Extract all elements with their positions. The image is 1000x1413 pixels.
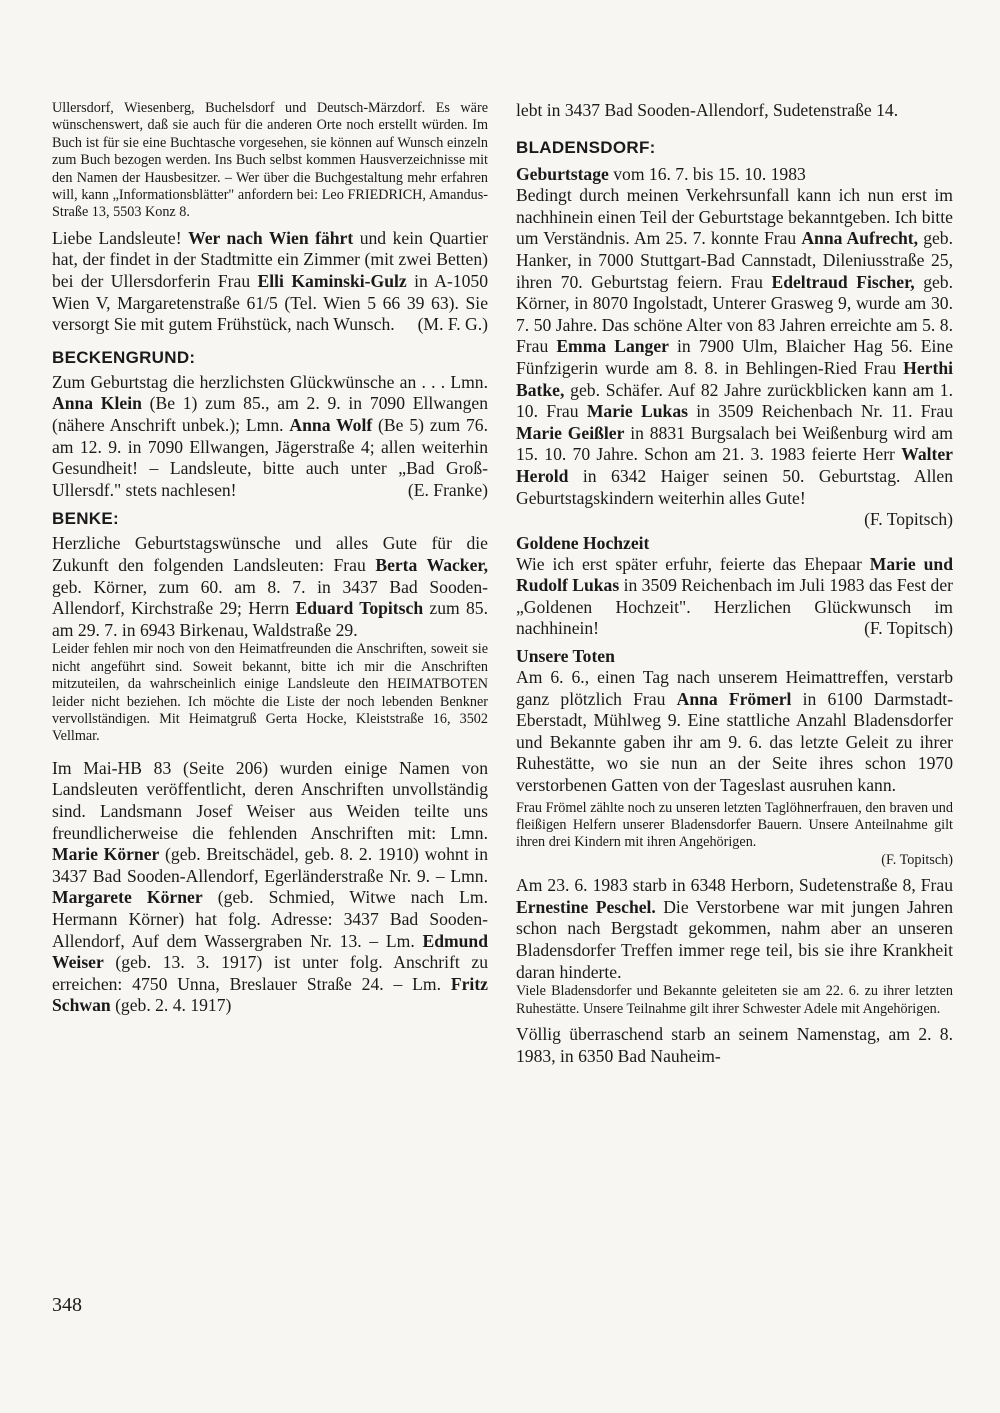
beckengrund-paragraph [52, 372, 488, 502]
bold-name: Anna Wolf [289, 415, 373, 435]
text: in 8831 Burgsalach bei Weißenburg wird am 15. 10. 70 Jahre. Schon am 21. 3. 1983 feierte Herr [516, 422, 953, 465]
text: Zum Geburtstag die herzlichsten Glückwünsche an . . . Lmn. [52, 371, 488, 392]
bold-name: Marie und Rudolf Lukas [516, 553, 953, 596]
mai-paragraph [52, 758, 488, 1017]
bold-name: Marie Geißler [516, 422, 625, 443]
signature: (E. Franke) [407, 479, 488, 500]
bold-name: Elli Kaminski-Gulz [257, 271, 407, 292]
page-number: 348 [52, 1294, 82, 1316]
text: in A-1050 Wien V, Margaretenstraße 61/5 (Tel. Wien 5 66 39 63). Sie versorgt Sie mit gutem Frühstück, nach Wunsch. [52, 271, 488, 335]
text: in 6100 Darmstadt-Eberstadt, Mühlweg 9. Eine stattliche Anzahl Bladensdorfer und Bekannte gaben ihr am 9. 6. das letzte Geleit zu ihrer Ruhestätte, wo sie nun an der Seite ihres schon 1970 verstorbenen Gatten von der Tageslast ausruhen kann. [516, 688, 953, 796]
text: (geb. Breitschädel, geb. 8. 2. 1910) wohnt in 3437 Bad Sooden-Allendorf, Egerländerstraße Nr. 9. – Lmn. [52, 844, 488, 886]
intro-paragraph: Ullersdorf, Wiesenberg, Buchelsdorf und Deutsch-Märzdorf. Es wäre wünschenswert, daß sie auch für die anderen Orte noch erstellt würden. Im Buch ist für sie eine Buchtasche vorgesehen, sie können auf Wunsch einzeln zum Buch bezogen werden. Ins Buch selbst kommen Hausverzeichnisse mit den Namen der Hausbesitzer. – Wer über die Buchgestaltung mehr erfahren will, kann „Informationsblätter" anfordern bei: Leo FRIEDRICH, Amandus-Straße 13, 5503 Konz 8. [52, 100, 488, 221]
text: (Be 1) zum 85., am 2. 9. in 7090 Ellwangen (nähere Anschrift unbek.); Lmn. [52, 393, 489, 435]
text: Liebe Landsleute! [52, 227, 189, 248]
hochzeit-paragraph [516, 554, 953, 640]
bold-name: Edeltraud Fischer, [771, 271, 915, 292]
text: geb. Körner, zum 60. am 8. 7. in 3437 Bad Sooden-Allendorf, Kirchstraße 29; Herrn [52, 576, 488, 619]
signature: (M. F. G.) [417, 314, 488, 335]
text: in 6342 Haiger seinen 50. Geburtstag. Allen Geburtstagskindern weiterhin alles Gute! [516, 465, 953, 508]
toten-paragraph-1 [516, 667, 953, 797]
section-heading-benke: BENKE: [52, 509, 119, 529]
section-heading-unsere-toten: Unsere Toten [516, 646, 615, 667]
bladensdorf-paragraph [516, 185, 953, 531]
signature: (F. Topitsch) [881, 851, 953, 868]
text: Am 23. 6. 1983 starb in 6348 Herborn, Sudetenstraße 8, Frau [516, 875, 953, 896]
toten-note-2: Viele Bladensdorfer und Bekannte geleiteten sie am 22. 6. zu ihrer letzten Ruhestätte. Unsere Teilnahme gilt ihrer Schwester Adele mit Angehörigen. [516, 983, 953, 1017]
text: geb. Körner, in 8070 Ingolstadt, Unterer Grasweg 9, wurde am 30. 7. 50 Jahre. Das schöne Alter von 83 Jahren erreichte am 5. 8. Frau [516, 271, 953, 357]
bold-name: Edmund Weiser [52, 930, 488, 973]
continuation-paragraph: lebt in 3437 Bad Sooden-Allendorf, Sudetenstraße 14. [516, 100, 899, 120]
text: zum 85. am 29. 7. in 6943 Birkenau, Waldstraße 29. [52, 598, 488, 640]
text: Die Verstorbene war mit jungen Jahren schon nach Bergstadt gekommen, nahm aber an unseren Bladensdorfer Treffen immer rege teil, bis sie ihre Krankheit daran hinderte. [516, 896, 953, 982]
text: (geb. 13. 3. 1917) ist unter folg. Anschrift zu erreichen: 4750 Unna, Breslauer Straße 24. – Lm. [52, 952, 488, 994]
benke-note: Leider fehlen mir noch von den Heimatfreunden die Anschriften, soweit sie nicht angeführt sind. Soweit bekannt, bitte ich mir die Anschriften mitzuteilen, da wahrscheinlich einige Landsleute den HEIMATBOTEN leider nicht beziehen. Ich möchte die Liste der noch lebenden Benkner vervollständigen. Mit Heimatgruß Gerta Hocke, Kleiststraße 16, 3502 Vellmar. [52, 641, 488, 745]
benke-paragraph [52, 533, 488, 641]
text: in 3509 Reichenbach im Juli 1983 das Fest der „Goldenen Hochzeit". Herzlichen Glückwunsch im nachhinein! [516, 575, 953, 639]
wien-paragraph [52, 228, 488, 336]
text: Bedingt durch meinen Verkehrsunfall kann ich nun erst im nachhinein einen Teil der Geburtstage bekanntgeben. Ich bitte um Verständnis. Am 25. 7. konnte Frau [516, 185, 953, 249]
toten-paragraph-3: Völlig überraschend starb an seinem Namenstag, am 2. 8. 1983, in 6350 Bad Nauheim- [516, 1024, 953, 1066]
bold-name: Walter Herold [516, 444, 953, 486]
bold-name: Ernestine Peschel. [516, 896, 656, 917]
text: in 7900 Ulm, Blaicher Hag 56. Eine Fünfzigerin wurde am 8. 8. in Behlingen-Ried Frau [516, 336, 953, 378]
bold-name: Fritz Schwan [52, 973, 488, 1016]
section-heading-bladensdorf: BLADENSDORF: [516, 137, 656, 157]
text: und kein Quartier hat, der findet in der Stadtmitte ein Zimmer (mit zwei Betten) bei der Ullersdorferin Frau [52, 227, 488, 292]
toten-note-1: Frau Frömel zählte noch zu unseren letzten Taglöhnerfrauen, den braven und fleißigen Helfern unserer Bladensdorfer Bauern. Unsere Anteilnahme gilt ihren drei Kindern mit ihren Angehörigen. [516, 799, 953, 851]
bold-name: Herthi Batke, [516, 357, 953, 400]
text: Wie ich erst später erfuhr, feierte das Ehepaar [516, 553, 870, 574]
right-column [516, 100, 953, 1067]
bold-subheading: Geburtstage [516, 163, 609, 184]
text: Im Mai-HB 83 (Seite 206) wurden einige Namen von Landsleuten veröffentlicht, deren Anschriften unvollständig sind. Landsmann Josef Weiser aus Weiden teilte uns freundlicherweise die fehlenden Anschriften mit: Lmn. [52, 757, 488, 843]
bold-name: Anna Aufrecht, [801, 228, 919, 249]
text: (geb. Schmied, Witwe nach Lm. Hermann Körner) hat folg. Adresse: 3437 Bad Sooden-Allendorf, Auf dem Wassergraben Nr. 13. – Lm. [52, 887, 488, 951]
text: (geb. 2. 4. 1917) [110, 995, 232, 1016]
bold-name: Margarete Körner [52, 887, 203, 908]
bold-name: Berta Wacker, [375, 554, 488, 575]
text: Herzliche Geburtstagswünsche und alles Gute für die Zukunft den folgenden Landsleuten: Frau [52, 533, 488, 575]
text: geb. Hanker, in 7000 Stuttgart-Bad Cannstadt, Dileniusstraße 25, ihren 70. Geburtstag feiern. Frau [516, 228, 953, 292]
bold-name: Emma Langer [556, 336, 669, 357]
section-heading-beckengrund: BECKENGRUND: [52, 347, 196, 367]
signature: (F. Topitsch) [864, 618, 953, 639]
bold-name: Eduard Topitsch [295, 598, 424, 619]
text: geb. Schäfer. Auf 82 Jahre zurückblicken kann am 1. 10. Frau [516, 379, 953, 422]
section-heading-goldene-hochzeit: Goldene Hochzeit [516, 532, 650, 553]
signature: (F. Topitsch) [864, 509, 953, 530]
text: in 3509 Reichenbach Nr. 11. Frau [687, 401, 954, 422]
left-column [52, 100, 488, 1017]
bold-name: Marie Körner [52, 844, 160, 865]
bold-name: Anna Klein [52, 393, 142, 414]
bold-name: Marie Lukas [586, 401, 688, 422]
bold-name: Anna Frömerl [676, 688, 792, 709]
bladensdorf-birthday-line [516, 164, 953, 186]
text: Am 6. 6., einen Tag nach unserem Heimattreffen, verstarb ganz plötzlich Frau [516, 667, 953, 709]
bold-text: Wer nach Wien fährt [188, 227, 354, 248]
toten-paragraph-2 [516, 875, 953, 983]
text: vom 16. 7. bis 15. 10. 1983 [608, 163, 806, 184]
text: (Be 5) zum 76. am 12. 9. in 7090 Ellwangen, Jägerstraße 4; allen weiterhin Gesundheit! – Landsleute, bitte auch unter „Bad Groß-Ullersdf." stets nachlesen! [52, 415, 488, 500]
